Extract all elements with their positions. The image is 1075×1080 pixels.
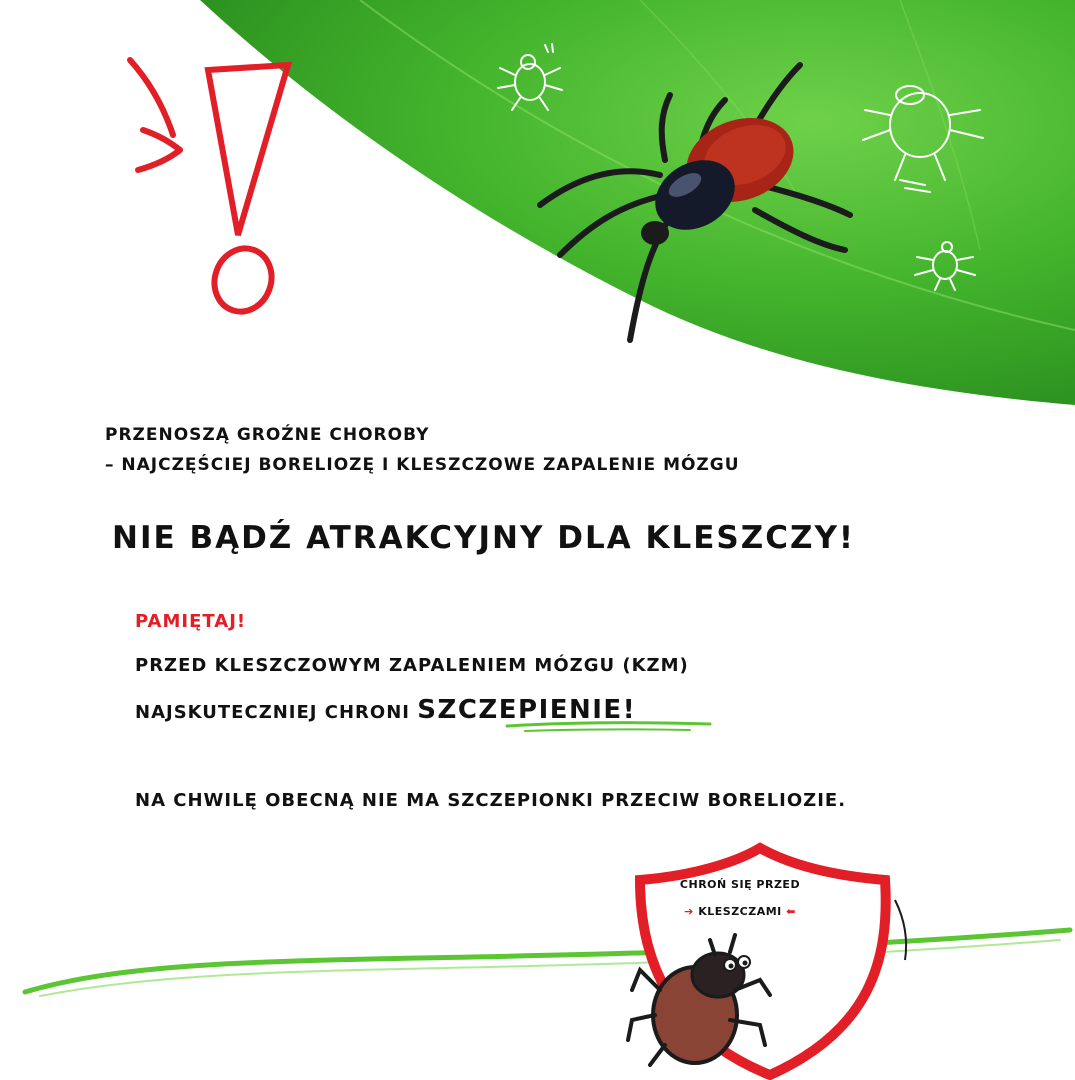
remember-line-2-prefix: NAJSKUTECZNIEJ CHRONI [135,702,418,723]
green-underline [505,718,715,736]
badge-line-1: CHROŃ SIĘ PRZED [679,878,801,891]
intro-line-2: – NAJCZĘŚCIEJ BORELIOZĘ I KLESZCZOWE ZAPALENIE MÓZGU [105,455,740,475]
vaccination-highlight: SZCZEPIENIE [417,695,623,725]
remember-block [135,600,689,735]
exclamation-mark-icon [118,50,298,320]
intro-text [105,420,740,480]
badge-line-2 [660,905,820,918]
tick-doodle-icon [905,235,985,295]
tick-doodle-icon [855,70,995,200]
tick-doodle-icon [490,40,575,120]
arrow-left-icon: ⬅ [781,905,796,918]
remember-label: PAMIĘTAJ! [135,611,247,632]
intro-line-1: PRZENOSZĄ GROŹNE CHOROBY [105,425,430,445]
borreliosis-note: NA CHWILĘ OBECNĄ NIE MA SZCZEPIONKI PRZECIW BORELIOZIE. [135,790,847,811]
badge-line-2-text: KLESZCZAMI [698,905,782,918]
headline: NIE BĄDŹ ATRAKCYJNY DLA KLESZCZY! [112,520,856,556]
remember-line-1: PRZED KLESZCZOWYM ZAPALENIEM MÓZGU (KZM) [135,655,689,676]
shield-badge-icon [620,840,915,1080]
arrow-right-icon: ➔ [684,905,699,918]
remember-line-2-suffix: ! [622,695,637,725]
